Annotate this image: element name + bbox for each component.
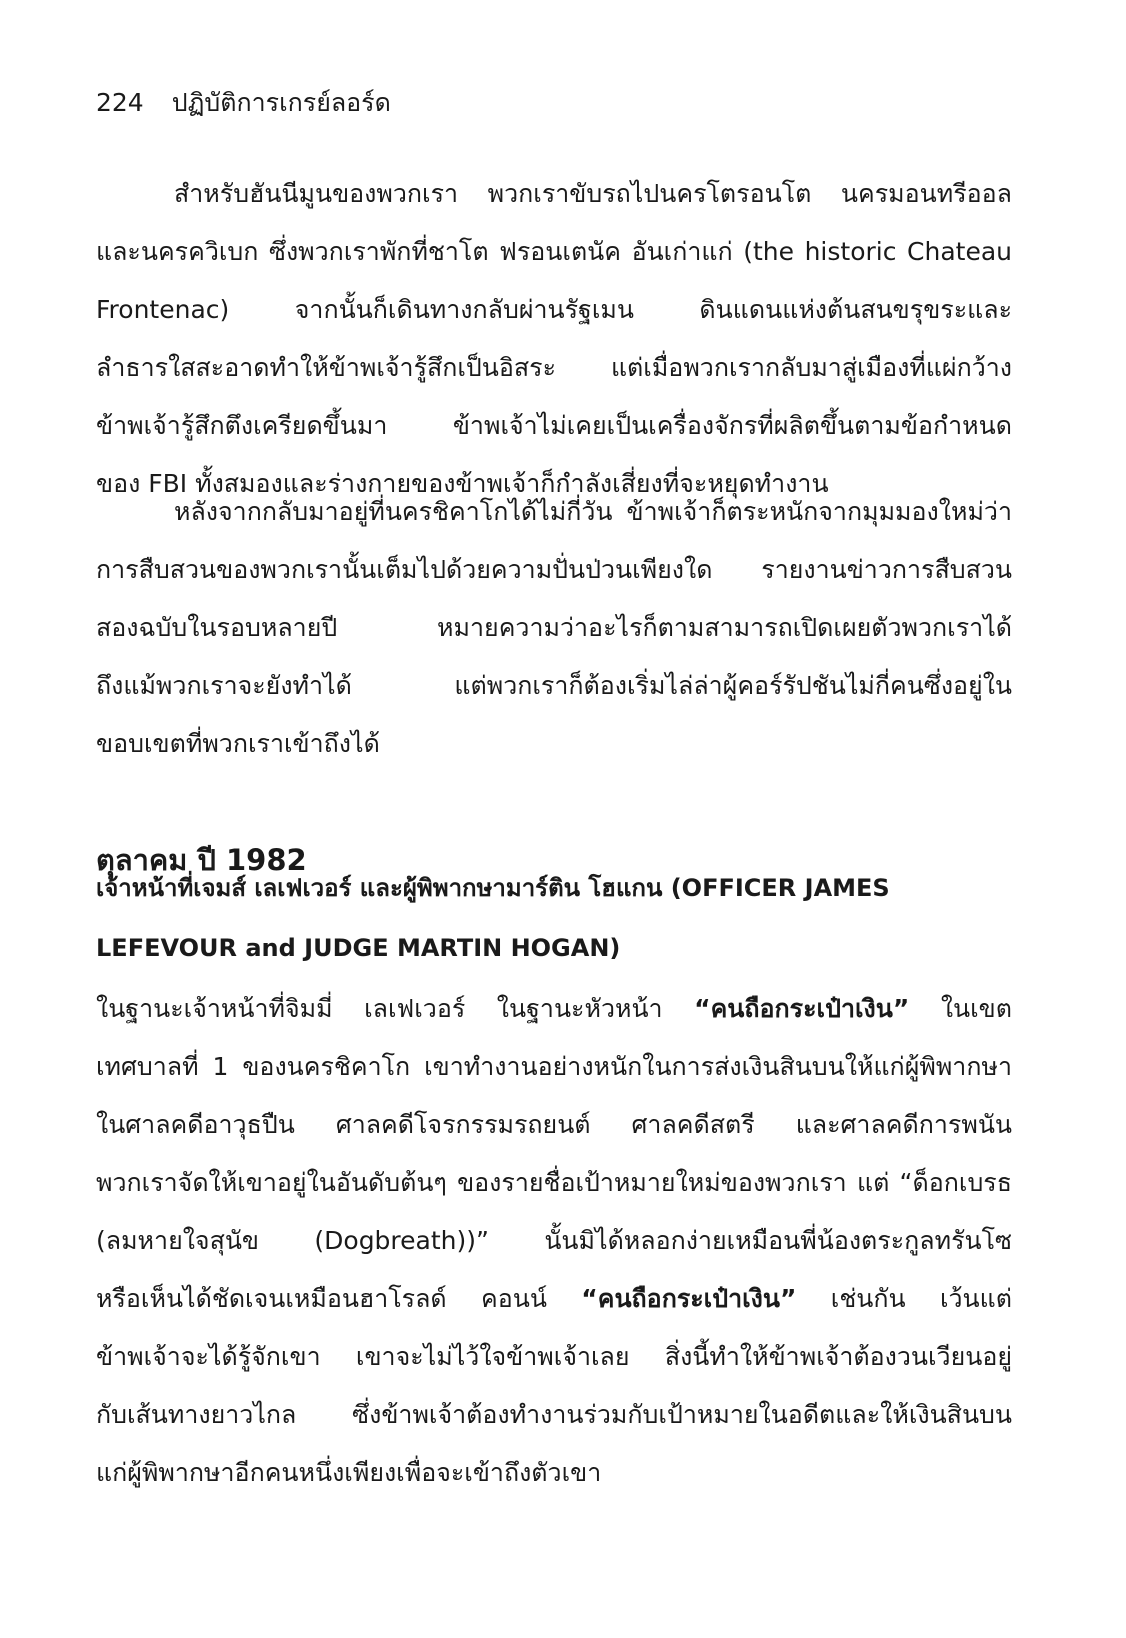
text-line: (ลมหายใจสุนัข (Dogbreath))” นั้นมิได้หลอกง่ายเหมือนพี่น้องตระกูลทรันโซ	[96, 1226, 1012, 1255]
text-line: กับเส้นทางยาวไกล ซึ่งข้าพเจ้าต้องทำงานร่วมกับเป้าหมายในอดีตและให้เงินสินบน	[96, 1400, 1012, 1429]
page-number: 224	[96, 88, 144, 117]
text-line: ข้าพเจ้าจะได้รู้จักเขา เขาจะไม่ไว้ใจข้าพเจ้าเลย สิ่งนี้ทำให้ข้าพเจ้าต้องวนเวียนอยู่	[96, 1342, 1012, 1371]
text-line: การสืบสวนของพวกเรานั้นเต็มไปด้วยความปั่นป่วนเพียงใด รายงานข่าวการสืบสวน	[96, 555, 1012, 584]
text-run: หรือเห็นได้ชัดเจนเหมือนฮาโรลด์ คอนน์	[96, 1284, 582, 1313]
text-line: เทศบาลที่ 1 ของนครชิคาโก เขาทำงานอย่างหนักในการส่งเงินสินบนให้แก่ผู้พิพากษา	[96, 1052, 1012, 1081]
text-run: ในเขต	[909, 994, 1012, 1023]
text-line: หลังจากกลับมาอยู่ที่นครชิคาโกได้ไม่กี่วัน ข้าพเจ้าก็ตระหนักจากมุมมองใหม่ว่า	[174, 497, 1012, 526]
subheading-line: LEFEVOUR and JUDGE MARTIN HOGAN)	[96, 934, 621, 962]
subheading-line: เจ้าหน้าที่เจมส์ เลเฟเวอร์ และผู้พิพากษามาร์ติน โฮแกน (OFFICER JAMES	[96, 874, 890, 902]
text-line: แก่ผู้พิพากษาอีกคนหนึ่งเพียงเพื่อจะเข้าถึงตัวเขา	[96, 1458, 602, 1487]
text-line: ข้าพเจ้ารู้สึกตึงเครียดขึ้นมา ข้าพเจ้าไม่เคยเป็นเครื่องจักรที่ผลิตขึ้นตามข้อกำหนด	[96, 411, 1012, 440]
running-title: ปฏิบัติการเกรย์ลอร์ด	[171, 88, 391, 117]
bold-term: “คนถือกระเป๋าเงิน”	[694, 994, 910, 1023]
paragraph-1	[96, 165, 1012, 513]
text-run: ในฐานะเจ้าหน้าที่จิมมี่ เลเฟเวอร์ ในฐานะหัวหน้า	[96, 994, 695, 1023]
section-heading: ตุลาคม ปี 1982	[96, 843, 307, 877]
text-line	[96, 1270, 1012, 1328]
paragraph-3	[96, 980, 1012, 1502]
text-line: ขอบเขตที่พวกเราเข้าถึงได้	[96, 729, 380, 758]
paragraph-2	[96, 483, 1012, 773]
text-line: ลำธารใสสะอาดทำให้ข้าพเจ้ารู้สึกเป็นอิสระ แต่เมื่อพวกเรากลับมาสู่เมืองที่แผ่กว้าง	[96, 353, 1012, 382]
text-line: และนครควิเบก ซึ่งพวกเราพักที่ชาโต ฟรอนเตนัค อันเก่าแก่ (the historic Chateau	[96, 237, 1012, 266]
text-line: Frontenac) จากนั้นก็เดินทางกลับผ่านรัฐเมน ดินแดนแห่งต้นสนขรุขระและ	[96, 295, 1012, 324]
text-line: ของ FBI ทั้งสมองและร่างกายของข้าพเจ้าก็กำลังเสี่ยงที่จะหยุดทำงาน	[96, 469, 829, 498]
text-line: สำหรับฮันนีมูนของพวกเรา พวกเราขับรถไปนครโตรอนโต นครมอนทรีออล	[174, 179, 1012, 208]
text-line: สองฉบับในรอบหลายปี หมายความว่าอะไรก็ตามสามารถเปิดเผยตัวพวกเราได้	[96, 613, 1012, 642]
bold-term: “คนถือกระเป๋าเงิน”	[581, 1284, 797, 1313]
text-line: ถึงแม้พวกเราจะยังทำได้ แต่พวกเราก็ต้องเริ่มไล่ล่าผู้คอร์รัปชันไม่กี่คนซึ่งอยู่ใน	[96, 671, 1012, 700]
running-head	[96, 86, 391, 120]
text-run: เช่นกัน เว้นแต่	[796, 1284, 1012, 1313]
text-line	[96, 980, 1012, 1038]
text-line: ในศาลคดีอาวุธปืน ศาลคดีโจรกรรมรถยนต์ ศาลคดีสตรี และศาลคดีการพนัน	[96, 1110, 1012, 1139]
text-line: พวกเราจัดให้เขาอยู่ในอันดับต้นๆ ของรายชื่อเป้าหมายใหม่ของพวกเรา แต่ “ด็อกเบรธ	[96, 1168, 1012, 1197]
subheading	[96, 858, 1012, 978]
